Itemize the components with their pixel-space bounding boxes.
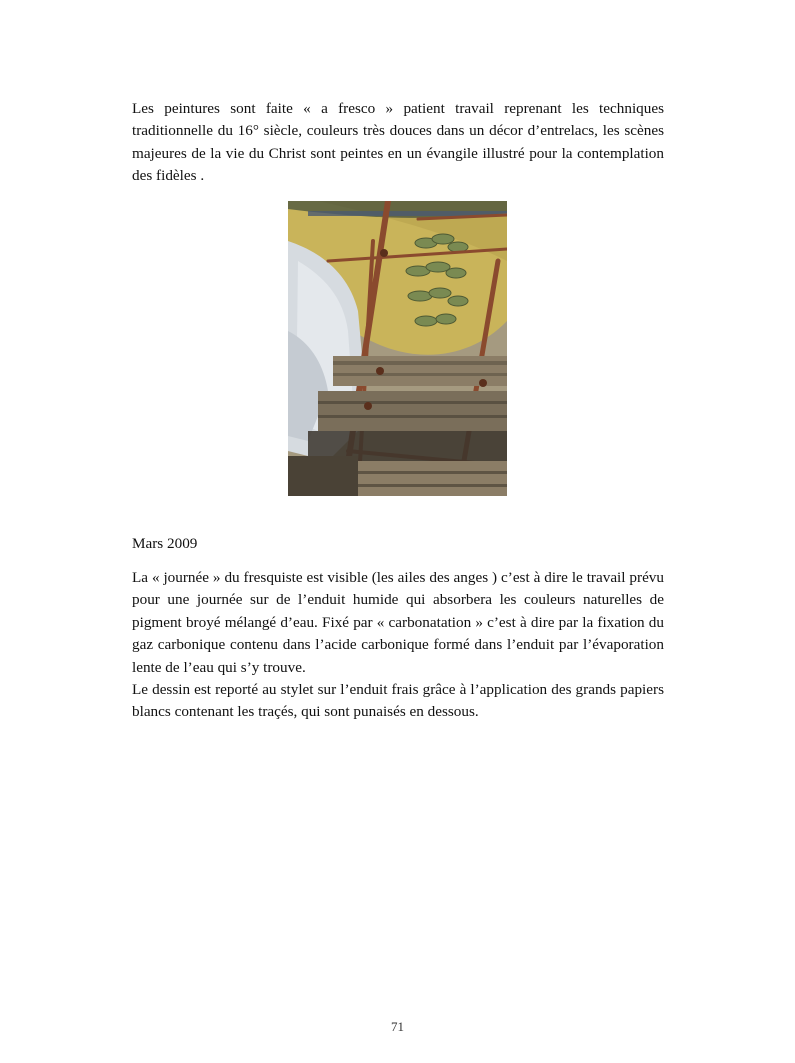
fresco-scaffolding-photo [288, 201, 507, 496]
intro-paragraph: Les peintures sont faite « a fresco » patient travail reprenant les techniques traditionnelle du 16° siècle, couleurs très douces dans un décor d’entrelacs, les scènes majeures de la vie du Christ sont peintes en un évangile illustré pour la contemplation des fidèles . [132, 100, 664, 185]
photo-illustration [288, 201, 507, 496]
journee-paragraph: La « journée » du fresquiste est visible (les ailes des anges ) c’est à dire le travail prévu pour une journée sur de l’enduit humide qui absorbera les couleurs naturelles de pigment broyé mélangé d’eau. Fixé par « carbonatation » c’est à dire par la fixation du gaz carbonique contenu dans l’acide carbonique formé dans l’enduit par l’évaporation lente de l’eau qui s’y trouve. [132, 569, 664, 676]
dessin-paragraph: Le dessin est reporté au stylet sur l’enduit frais grâce à l’application des grands papiers blancs contenant les traçés, qui sont punaisés en dessous. [132, 681, 664, 721]
date-heading: Mars 2009 [132, 535, 198, 552]
page-number: 71 [391, 1019, 404, 1034]
